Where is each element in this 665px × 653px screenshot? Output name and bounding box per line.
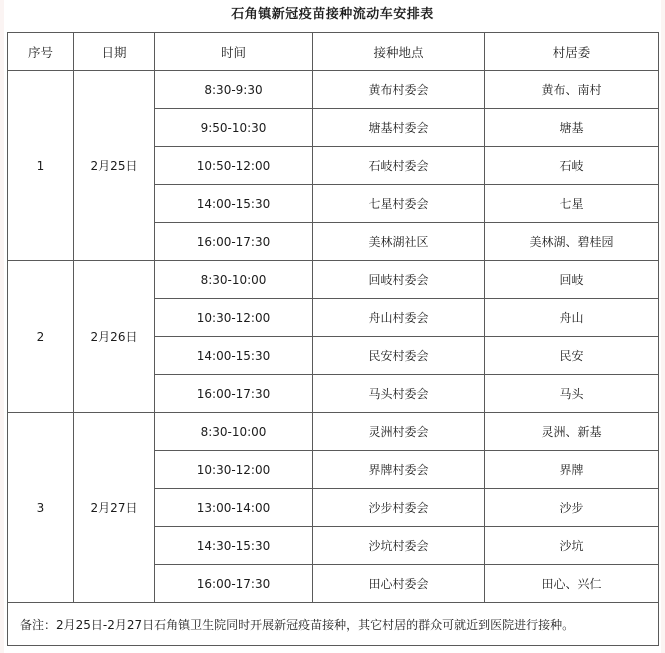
village-cell: 回岐 [485, 261, 659, 299]
date-cell: 2月25日 [74, 71, 155, 261]
site-cell: 沙坑村委会 [313, 527, 485, 565]
document-sheet [4, 0, 661, 653]
header-seq: 序号 [8, 33, 74, 71]
village-cell: 沙坑 [485, 527, 659, 565]
village-cell: 田心、兴仁 [485, 565, 659, 603]
site-cell: 民安村委会 [313, 337, 485, 375]
seq-cell: 1 [8, 71, 74, 261]
time-cell: 8:30-10:00 [155, 261, 313, 299]
site-cell: 沙步村委会 [313, 489, 485, 527]
site-cell: 石岐村委会 [313, 147, 485, 185]
time-cell: 10:30-12:00 [155, 451, 313, 489]
time-cell: 10:30-12:00 [155, 299, 313, 337]
time-cell: 16:00-17:30 [155, 375, 313, 413]
site-cell: 美林湖社区 [313, 223, 485, 261]
site-cell: 塘基村委会 [313, 109, 485, 147]
time-cell: 14:00-15:30 [155, 185, 313, 223]
time-cell: 8:30-10:00 [155, 413, 313, 451]
date-cell: 2月27日 [74, 413, 155, 603]
site-cell: 黄布村委会 [313, 71, 485, 109]
header-village: 村居委 [485, 33, 659, 71]
time-cell: 13:00-14:00 [155, 489, 313, 527]
village-cell: 七星 [485, 185, 659, 223]
time-cell: 16:00-17:30 [155, 223, 313, 261]
table-row [8, 261, 659, 299]
header-time: 时间 [155, 33, 313, 71]
table-row [8, 413, 659, 451]
site-cell: 舟山村委会 [313, 299, 485, 337]
village-cell: 舟山 [485, 299, 659, 337]
village-cell: 美林湖、碧桂园 [485, 223, 659, 261]
site-cell: 马头村委会 [313, 375, 485, 413]
village-cell: 民安 [485, 337, 659, 375]
site-cell: 七星村委会 [313, 185, 485, 223]
site-cell: 界牌村委会 [313, 451, 485, 489]
time-cell: 16:00-17:30 [155, 565, 313, 603]
table-row [8, 71, 659, 109]
seq-cell: 2 [8, 261, 74, 413]
site-cell: 田心村委会 [313, 565, 485, 603]
date-cell: 2月26日 [74, 261, 155, 413]
village-cell: 界牌 [485, 451, 659, 489]
village-cell: 塘基 [485, 109, 659, 147]
header-site: 接种地点 [313, 33, 485, 71]
time-cell: 14:30-15:30 [155, 527, 313, 565]
schedule-table [7, 32, 659, 646]
village-cell: 马头 [485, 375, 659, 413]
village-cell: 石岐 [485, 147, 659, 185]
village-cell: 黄布、南村 [485, 71, 659, 109]
time-cell: 10:50-12:00 [155, 147, 313, 185]
page-title: 石角镇新冠疫苗接种流动车安排表 [231, 7, 434, 22]
time-cell: 14:00-15:30 [155, 337, 313, 375]
village-cell: 灵洲、新基 [485, 413, 659, 451]
village-cell: 沙步 [485, 489, 659, 527]
note-text: 备注：2月25日-2月27日石角镇卫生院同时开展新冠疫苗接种，其它村居的群众可就近到医院进行接种。 [8, 603, 659, 646]
site-cell: 灵洲村委会 [313, 413, 485, 451]
header-date: 日期 [74, 33, 155, 71]
note-row [8, 603, 659, 646]
time-cell: 8:30-9:30 [155, 71, 313, 109]
site-cell: 回岐村委会 [313, 261, 485, 299]
time-cell: 9:50-10:30 [155, 109, 313, 147]
header-row [8, 33, 659, 71]
seq-cell: 3 [8, 413, 74, 603]
